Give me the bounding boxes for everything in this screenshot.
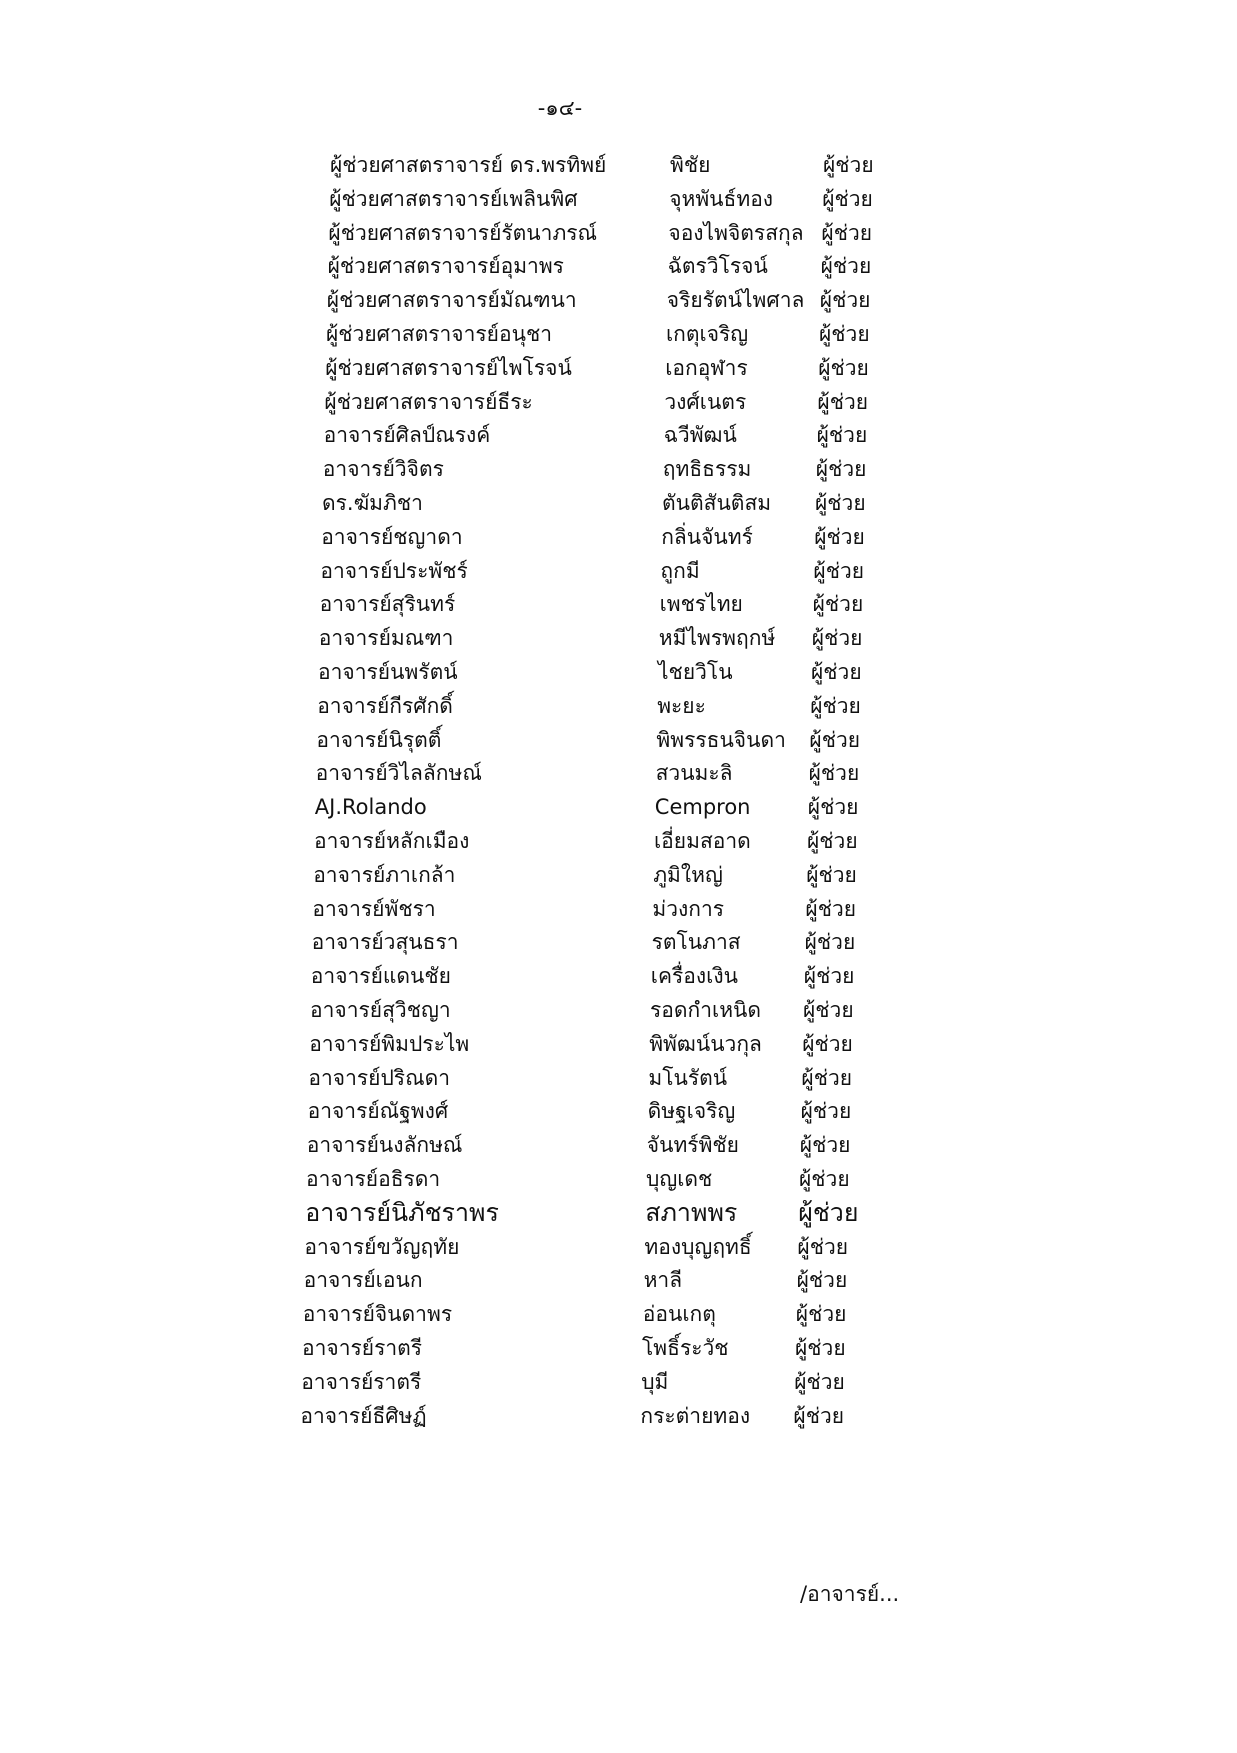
list-item [320, 554, 880, 588]
role-label: ผู้ช่วย [799, 1133, 851, 1158]
role-label: ผู้ช่วย [803, 964, 855, 989]
last-name: ม่วงการ [652, 896, 725, 921]
list-item [325, 351, 885, 385]
first-name: อาจารย์พิมประไพ [309, 1031, 470, 1056]
list-item [309, 1027, 869, 1061]
role-label: ผู้ช่วย [822, 186, 873, 211]
first-name: ผู้ช่วยศาสตราจารย์อนุชา [326, 322, 552, 346]
list-item [312, 925, 872, 959]
list-item [300, 1399, 860, 1433]
list-item [317, 689, 877, 723]
last-name: ทองบุญฤทธิ์ [644, 1234, 752, 1259]
first-name: ดร.ฆัมภิชา [322, 491, 423, 515]
role-label: ผู้ช่วย [819, 322, 870, 346]
list-item [324, 418, 884, 452]
first-name: อาจารย์ขวัญฤทัย [304, 1234, 460, 1259]
last-name: ฉัตรวิโรจน์ [667, 254, 768, 279]
first-name: อาจารย์กีรศักดิ์ [317, 693, 453, 718]
first-name: ผู้ช่วยศาสตราจารย์อุมาพร [327, 254, 564, 279]
last-name: พะยะ [657, 693, 706, 718]
first-name: AJ.Rolando [314, 795, 427, 820]
list-item [319, 621, 879, 655]
list-item [305, 1196, 865, 1230]
list-item [307, 1128, 867, 1162]
first-name: ผู้ช่วยศาสตราจารย์รัตนาภรณ์ [328, 220, 598, 245]
first-name: อาจารย์มณฑา [318, 626, 454, 651]
first-name: ผู้ช่วยศาสตราจารย์ไพโรจน์ [325, 355, 572, 380]
first-name: อาจารย์ราตรี [301, 1369, 422, 1394]
list-item [303, 1297, 863, 1331]
list-item [320, 587, 880, 621]
last-name: กลิ่นจันทร์ [661, 524, 753, 549]
list-item [318, 655, 878, 689]
first-name: อาจารย์วิไลลักษณ์ [315, 761, 482, 786]
first-name: อาจารย์ราตรี [302, 1336, 423, 1360]
first-name: อาจารย์ภาเกล้า [313, 862, 456, 887]
role-label: ผู้ช่วย [811, 626, 863, 651]
first-name: อาจารย์วิจิตร [322, 457, 444, 482]
role-label: ผู้ช่วย [810, 693, 861, 718]
role-label: ผู้ช่วย [819, 288, 871, 313]
role-label: ผู้ช่วย [806, 862, 857, 887]
list-item [308, 1061, 868, 1095]
first-name: อาจารย์นิรุตติ์ [316, 727, 442, 752]
role-label: ผู้ช่วย [796, 1268, 848, 1293]
first-name: ผู้ช่วยศาสตราจารย์ ดร.พรทิพย์ [330, 153, 607, 177]
role-label: ผู้ช่วย [795, 1336, 846, 1360]
last-name: ถูกมี [660, 558, 700, 583]
role-label: ผู้ช่วย [798, 1197, 859, 1227]
last-name: เอี่ยมสอาด [654, 829, 751, 853]
first-name: อาจารย์ปริณดา [308, 1065, 450, 1090]
role-label: ผู้ช่วย [804, 930, 856, 955]
role-label: ผู้ช่วย [797, 1234, 849, 1259]
role-label: ผู้ช่วย [812, 592, 864, 617]
first-name: อาจารย์ศิลป์ณรงค์ [323, 423, 491, 448]
first-name: อาจารย์วสุนธรา [311, 930, 459, 955]
first-name: อาจารย์หลักเมือง [314, 829, 470, 853]
last-name: อ่อนเกตุ [642, 1302, 716, 1327]
role-label: ผู้ช่วย [816, 423, 868, 448]
role-label: ผู้ช่วย [815, 491, 866, 515]
last-name: จุหพันธ์ทอง [669, 186, 774, 211]
list-item [316, 756, 876, 790]
role-label: ผู้ช่วย [817, 389, 869, 414]
list-item [314, 824, 874, 858]
role-label: ผู้ช่วย [801, 1065, 853, 1090]
list-item [321, 520, 881, 554]
last-name: พิพรรธนจินดา [656, 727, 786, 752]
role-label: ผู้ช่วย [813, 558, 865, 583]
last-name: กระต่ายทอง [640, 1403, 751, 1428]
last-name: พิชัย [670, 153, 711, 177]
first-name: อาจารย์แดนชัย [310, 964, 451, 989]
role-label: ผู้ช่วย [821, 220, 873, 245]
last-name: Cempron [654, 795, 751, 820]
role-label: ผู้ช่วย [807, 829, 858, 853]
first-name: อาจารย์ธีศิษฏ์ [300, 1403, 427, 1428]
role-label: ผู้ช่วย [795, 1302, 847, 1327]
first-name: อาจารย์อธิรดา [306, 1167, 441, 1191]
last-name: รตโนภาส [651, 930, 741, 955]
list-item [322, 486, 882, 520]
first-name: อาจารย์พัชรา [312, 896, 436, 921]
last-name: ไชยวิโน [658, 660, 733, 684]
list-item [311, 959, 871, 993]
list-item [304, 1263, 864, 1297]
list-item [328, 216, 888, 250]
list-item [330, 148, 890, 182]
list-item [306, 1162, 866, 1196]
last-name: จริยรัตน์ไพศาล [666, 288, 805, 313]
first-name: อาจารย์ณัฐพงศ์ [307, 1099, 449, 1124]
list-item [304, 1230, 864, 1264]
first-name: อาจารย์ประพัชร์ [320, 558, 468, 583]
last-name: หมีไพรพฤกษ์ [658, 626, 776, 651]
list-item [323, 452, 883, 486]
last-name: หาลี [643, 1268, 683, 1293]
role-label: ผู้ช่วย [805, 896, 857, 921]
last-name: จันทร์พิชัย [646, 1133, 739, 1158]
first-name: ผู้ช่วยศาสตราจารย์มัณฑนา [326, 288, 577, 313]
last-name: มโนรัตน์ [648, 1065, 728, 1090]
first-name: อาจารย์เอนก [303, 1268, 423, 1293]
list-item [313, 858, 873, 892]
role-label: ผู้ช่วย [814, 524, 865, 549]
list-item [315, 790, 875, 824]
list-item [324, 385, 884, 419]
page-number: -๑๔- [537, 96, 583, 120]
last-name: สภาพพร [645, 1197, 738, 1227]
last-name: ดิษฐเจริญ [647, 1099, 736, 1124]
last-name: สวนมะลิ [655, 761, 733, 786]
first-name: ผู้ช่วยศาสตราจารย์ธีระ [324, 389, 533, 414]
first-name: ผู้ช่วยศาสตราจารย์เพลินพิศ [329, 186, 578, 211]
last-name: วงศ์เนตร [664, 389, 747, 414]
role-label: ผู้ช่วย [802, 1031, 853, 1056]
role-label: ผู้ช่วย [823, 153, 874, 177]
last-name: เครื่องเงิน [650, 964, 738, 989]
role-label: ผู้ช่วย [815, 457, 867, 482]
list-item [308, 1094, 868, 1128]
last-name: รอดกำเหนิด [650, 998, 762, 1022]
first-name: อาจารย์สุวิชญา [310, 998, 451, 1022]
list-item [328, 249, 888, 283]
first-name: อาจารย์นงลักษณ์ [306, 1133, 463, 1158]
first-name: อาจารย์จินดาพร [302, 1302, 453, 1327]
role-label: ผู้ช่วย [820, 254, 872, 279]
last-name: โพธิ์ระวัช [642, 1336, 729, 1360]
list-item [310, 993, 870, 1027]
role-label: ผู้ช่วย [811, 660, 862, 684]
list-item [326, 317, 886, 351]
role-label: ผู้ช่วย [799, 1167, 850, 1191]
list-item [302, 1331, 862, 1365]
last-name: ฤทธิธรรม [662, 457, 752, 482]
first-name: อาจารย์สุรินทร์ [319, 592, 456, 617]
last-name: พิพัฒน์นวกุล [649, 1031, 762, 1056]
last-name: เกตุเจริญ [666, 322, 749, 346]
last-name: ฉวีพัฒน์ [663, 423, 737, 448]
role-label: ผู้ช่วย [818, 355, 869, 380]
list-item [312, 892, 872, 926]
last-name: เพชรไทย [659, 592, 743, 617]
first-name: อาจารย์นิภัชราพร [305, 1197, 499, 1227]
role-label: ผู้ช่วย [808, 761, 860, 786]
first-name: อาจารย์ชญาดา [321, 524, 463, 549]
last-name: เอกอุฬาร [665, 355, 748, 380]
first-name: อาจารย์นพรัตน์ [318, 660, 458, 684]
last-name: บุมี [641, 1369, 669, 1394]
role-label: ผู้ช่วย [803, 998, 854, 1022]
role-label: ผู้ช่วย [793, 1403, 845, 1428]
list-item [301, 1365, 861, 1399]
role-label: ผู้ช่วย [807, 795, 859, 820]
role-label: ผู้ช่วย [800, 1099, 852, 1124]
last-name: จองไพจิตรสกุล [668, 220, 804, 245]
role-label: ผู้ช่วย [809, 727, 861, 752]
role-label: ผู้ช่วย [794, 1369, 845, 1394]
list-item [316, 723, 876, 757]
list-item [329, 182, 889, 216]
continuation-note: /อาจารย์... [800, 1582, 900, 1606]
last-name: บุญเดช [646, 1167, 713, 1191]
last-name: ตันติสันติสม [662, 491, 772, 515]
last-name: ภูมิใหญ่ [653, 862, 723, 887]
list-item [327, 283, 887, 317]
